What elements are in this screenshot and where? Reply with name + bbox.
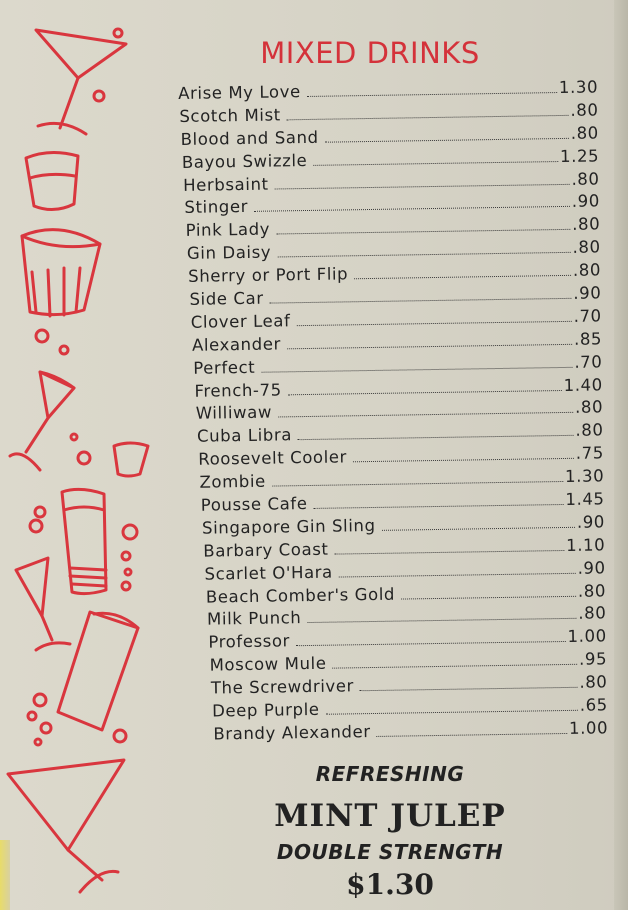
leader-dots — [360, 687, 577, 691]
menu-item-name: Zombie — [199, 471, 266, 492]
promo-tagline: REFRESHING — [315, 762, 465, 786]
rocks-glass-icon — [26, 152, 78, 209]
menu-item-price: .70 — [573, 306, 602, 326]
menu-item-price: .90 — [573, 283, 602, 303]
bubble-icon — [28, 712, 36, 720]
menu-item-name: Professor — [208, 631, 291, 652]
menu-item-price: .80 — [570, 100, 599, 120]
menu-item-name: Scotch Mist — [179, 105, 281, 126]
menu-item-price: .95 — [578, 649, 608, 670]
menu-item-price: .80 — [572, 260, 602, 280]
leader-dots — [333, 664, 578, 669]
menu-item-price: 1.30 — [564, 466, 605, 487]
menu-item-name: Arise My Love — [178, 82, 301, 103]
leader-dots — [261, 367, 572, 373]
menu-item-price: 1.00 — [568, 718, 609, 738]
promo-subtitle: DOUBLE STRENGTH — [276, 840, 504, 864]
menu-item-name: Blood and Sand — [180, 127, 319, 149]
leader-dots — [326, 710, 578, 715]
menu-item-name: Alexander — [191, 334, 282, 355]
flute-glass-icon — [16, 558, 70, 650]
menu-item-name: Gin Daisy — [186, 242, 272, 264]
leader-dots — [288, 390, 562, 395]
menu-item-name: Beach Comber's Gold — [205, 584, 396, 607]
menu-item-price: .80 — [570, 123, 599, 143]
drink-list — [178, 77, 608, 747]
bubble-icon — [125, 569, 131, 575]
leader-dots — [275, 183, 570, 189]
bubble-icon — [35, 507, 45, 517]
leader-dots — [307, 618, 576, 623]
menu-item-name: Milk Punch — [206, 608, 302, 630]
menu-item-price: .75 — [575, 443, 604, 464]
menu-item-name: Pousse Cafe — [200, 494, 308, 515]
bubble-icon — [123, 525, 137, 539]
leader-dots — [298, 435, 573, 440]
leader-dots — [314, 504, 564, 509]
leader-dots — [254, 206, 570, 212]
leader-dots — [270, 298, 572, 304]
leader-dots — [377, 733, 567, 737]
menu-item-price: .90 — [577, 558, 606, 578]
leader-dots — [401, 595, 576, 599]
menu-item-name: Scarlet O'Hara — [204, 562, 333, 584]
menu-item-name: Perfect — [193, 357, 256, 378]
menu-item-price: .80 — [579, 672, 608, 692]
menu-item-name: Williwaw — [195, 403, 273, 424]
menu-item-price: 1.10 — [566, 535, 606, 555]
bubble-icon — [36, 330, 48, 342]
menu-item-name: Singapore Gin Sling — [201, 515, 376, 538]
menu-item-price: 1.00 — [567, 626, 607, 647]
shot-glass-icon — [114, 443, 148, 476]
bubble-icon — [34, 694, 46, 706]
leader-dots — [325, 138, 569, 143]
leader-dots — [287, 344, 572, 349]
tall-glass-icon — [58, 612, 138, 730]
bubble-icon — [78, 452, 90, 464]
menu-item-price: 1.25 — [559, 146, 600, 166]
menu-item-price: .70 — [574, 352, 603, 372]
leader-dots — [313, 161, 558, 166]
leader-dots — [353, 458, 574, 462]
menu-item-name: Brandy Alexander — [213, 721, 371, 744]
menu-item-price: .80 — [575, 420, 604, 441]
menu-item-price: .80 — [571, 168, 600, 189]
martini-glass-icon — [36, 29, 126, 134]
leader-dots — [339, 573, 576, 578]
bubble-icon — [122, 552, 130, 560]
bubble-icon — [114, 730, 126, 742]
leader-dots — [297, 321, 572, 326]
menu-item-price: .80 — [572, 214, 601, 235]
menu-item-name: Moscow Mule — [209, 654, 327, 675]
menu-item-name: Barbary Coast — [203, 539, 329, 561]
menu-item-name: Clover Leaf — [190, 311, 291, 332]
tumbler-glass-icon — [22, 230, 100, 316]
cordial-glass-icon — [10, 372, 74, 470]
menu-item-name: Stinger — [184, 197, 249, 218]
martini-glass-icon — [8, 760, 124, 892]
menu-item-price: .90 — [571, 191, 601, 212]
bubble-icon — [30, 520, 42, 532]
menu-item-name: Cuba Libra — [196, 425, 293, 447]
leader-dots — [335, 550, 565, 555]
highball-glass-icon — [62, 489, 106, 593]
bubble-icon — [60, 346, 68, 354]
promo-drink-name: MINT JULEP — [274, 798, 506, 834]
bubble-icon — [41, 723, 51, 733]
menu-item-name: Side Car — [189, 288, 264, 309]
menu-item-price: 1.30 — [558, 77, 599, 98]
leader-dots — [296, 641, 566, 646]
menu-item-name: Sherry or Port Flip — [188, 264, 349, 286]
menu-item-price: .90 — [576, 512, 606, 532]
leader-dots — [278, 412, 573, 418]
leader-dots — [382, 527, 575, 531]
menu-item-price: .80 — [574, 397, 604, 418]
bubble-icon — [122, 582, 130, 590]
bubble-icon — [94, 91, 104, 101]
menu-item-name: French-75 — [194, 379, 282, 401]
menu-item-name: Deep Purple — [212, 699, 320, 721]
bubble-icon — [35, 739, 41, 745]
bubble-icon — [71, 434, 77, 440]
menu-item-price: .85 — [573, 329, 603, 349]
menu-item-price: .80 — [572, 237, 601, 258]
leader-dots — [354, 275, 571, 279]
menu-item-price: .80 — [577, 580, 607, 601]
leader-dots — [287, 115, 569, 120]
leader-dots — [272, 481, 563, 487]
menu-item-price: .65 — [579, 695, 608, 715]
menu-title: MIXED DRINKS — [260, 36, 480, 70]
menu-item-name: The Screwdriver — [210, 676, 355, 698]
promo-price: $1.30 — [346, 868, 434, 901]
leader-dots — [276, 229, 570, 235]
menu-item-name: Pink Lady — [185, 219, 271, 241]
menu-item-name: Roosevelt Cooler — [198, 447, 348, 469]
menu-item-price: 1.45 — [565, 489, 605, 509]
menu-item-price: 1.40 — [563, 374, 603, 395]
leader-dots — [277, 252, 570, 258]
leader-dots — [307, 92, 557, 97]
menu-item-price: .80 — [578, 603, 607, 624]
menu-item-name: Herbsaint — [183, 174, 269, 195]
menu-item-name: Bayou Swizzle — [181, 150, 308, 172]
